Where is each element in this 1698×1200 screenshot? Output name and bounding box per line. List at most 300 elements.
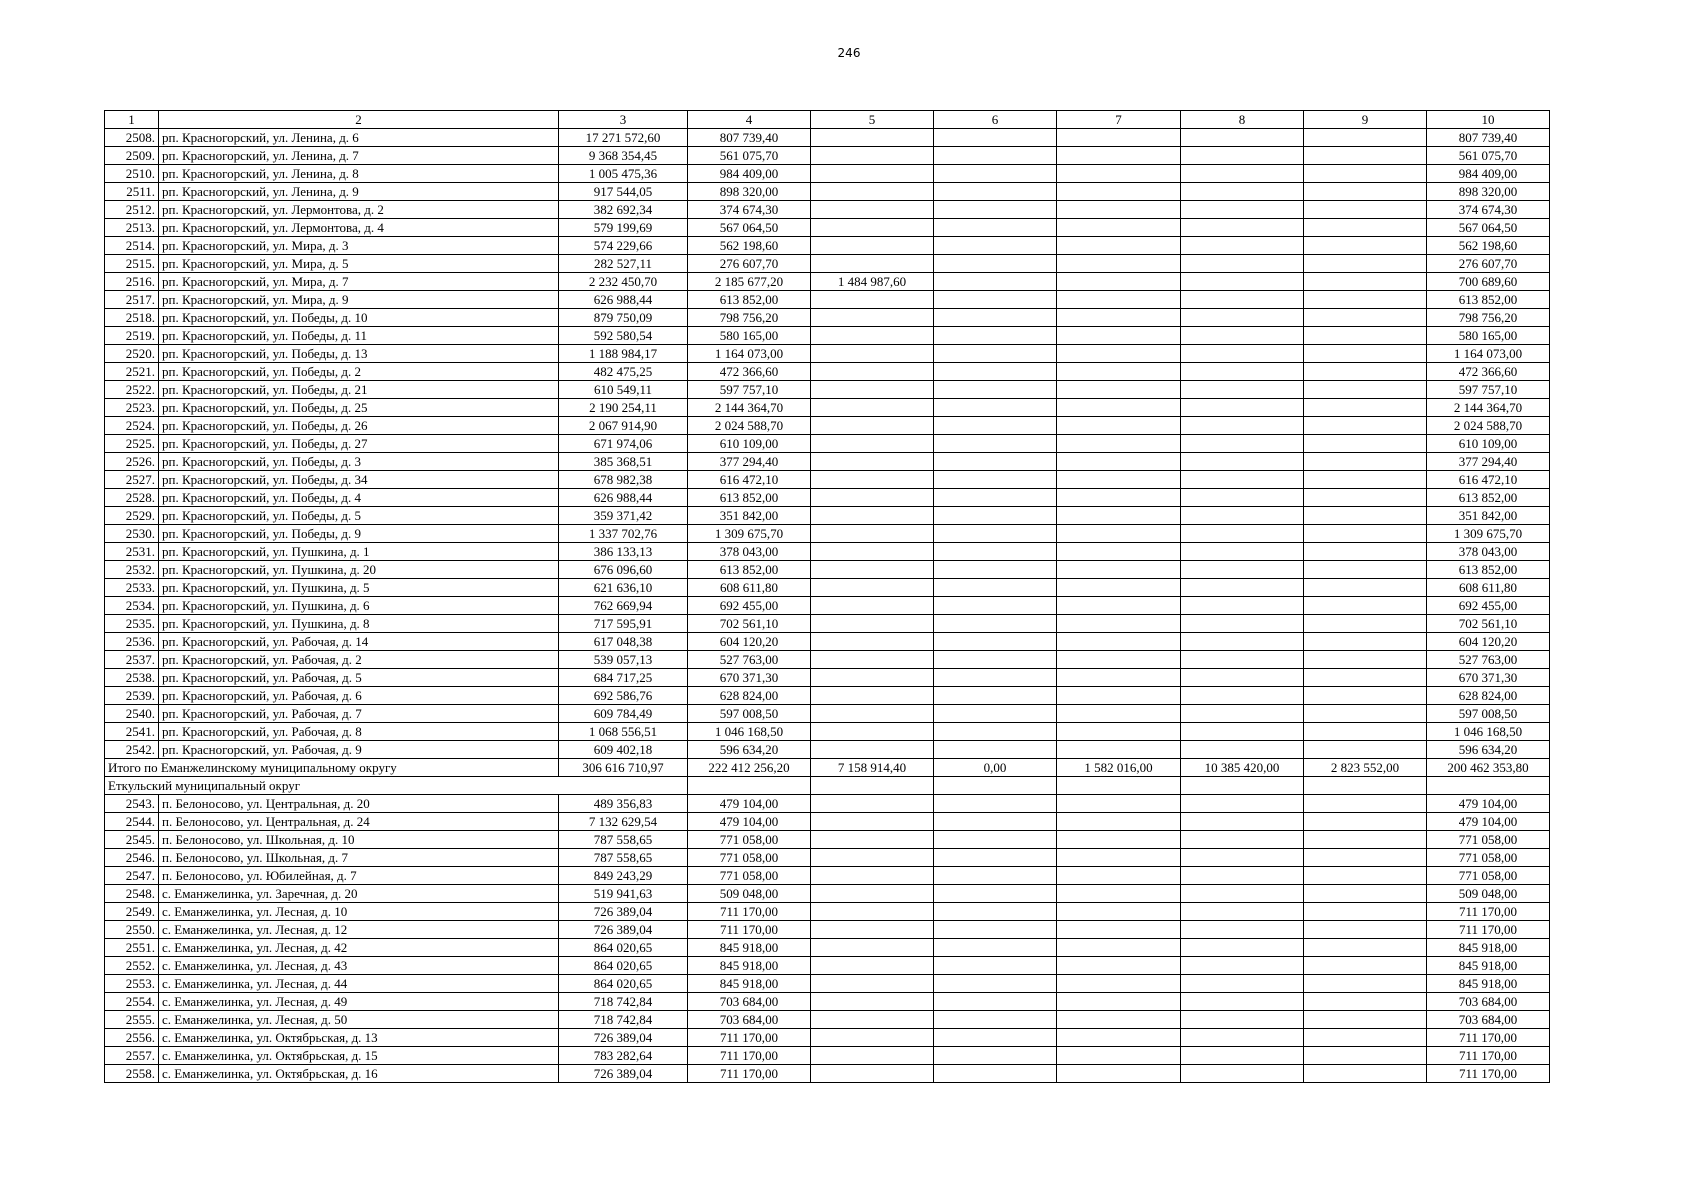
empty-cell [1304,381,1427,399]
value-cell [811,363,934,381]
empty-cell [934,939,1057,957]
empty-cell [1304,489,1427,507]
empty-cell [1057,597,1181,615]
empty-cell [934,633,1057,651]
value-cell: 472 366,60 [1427,363,1550,381]
table-row [105,399,1550,417]
value-cell: 807 739,40 [1427,129,1550,147]
empty-cell [1304,849,1427,867]
empty-cell [1181,705,1304,723]
empty-cell [1181,435,1304,453]
empty-cell [1057,183,1181,201]
empty-cell [1057,1029,1181,1047]
row-number: 2554. [105,993,159,1011]
empty-cell [1304,633,1427,651]
empty-cell [1181,975,1304,993]
empty-cell [1181,795,1304,813]
empty-cell [1304,417,1427,435]
empty-cell [1181,453,1304,471]
empty-cell [1181,255,1304,273]
empty-cell [1057,579,1181,597]
address-cell: с. Еманжелинка, ул. Лесная, д. 50 [159,1011,559,1029]
table-row [105,129,1550,147]
value-cell: 613 852,00 [1427,291,1550,309]
value-cell [811,1029,934,1047]
empty-cell [1304,1047,1427,1065]
empty-cell [1057,741,1181,759]
value-cell [811,813,934,831]
total-row [105,759,1550,777]
table-body [105,129,1550,1083]
table-row [105,507,1550,525]
value-cell [811,1047,934,1065]
value-cell [811,867,934,885]
empty-cell [1181,903,1304,921]
value-cell [811,723,934,741]
value-cell: 519 941,63 [559,885,688,903]
empty-cell [1057,237,1181,255]
value-cell: 711 170,00 [688,903,811,921]
value-cell: 539 057,13 [559,651,688,669]
empty-cell [1057,795,1181,813]
value-cell [811,489,934,507]
empty-cell [1057,543,1181,561]
value-cell: 703 684,00 [1427,1011,1550,1029]
value-cell: 382 692,34 [559,201,688,219]
value-cell [811,129,934,147]
empty-cell [1181,219,1304,237]
value-cell: 845 918,00 [1427,975,1550,993]
table-row [105,255,1550,273]
value-cell: 374 674,30 [1427,201,1550,219]
empty-cell [1304,273,1427,291]
value-cell: 1 164 073,00 [1427,345,1550,363]
empty-cell [1057,687,1181,705]
empty-cell [1304,903,1427,921]
value-cell [811,687,934,705]
empty-cell [1181,1047,1304,1065]
empty-cell [1057,831,1181,849]
value-cell: 711 170,00 [688,1047,811,1065]
value-cell [811,669,934,687]
empty-cell [1181,867,1304,885]
value-cell: 845 918,00 [688,957,811,975]
empty-cell [1304,705,1427,723]
value-cell: 597 757,10 [688,381,811,399]
row-number: 2544. [105,813,159,831]
row-number: 2508. [105,129,159,147]
empty-cell [1304,147,1427,165]
empty-cell [1304,561,1427,579]
empty-cell [934,1065,1057,1083]
row-number: 2530. [105,525,159,543]
value-cell: 771 058,00 [688,867,811,885]
empty-cell [1181,399,1304,417]
row-number: 2524. [105,417,159,435]
row-number: 2522. [105,381,159,399]
value-cell: 798 756,20 [1427,309,1550,327]
empty-cell [1181,291,1304,309]
empty-cell [811,777,934,795]
empty-cell [1304,291,1427,309]
value-cell: 2 144 364,70 [1427,399,1550,417]
value-cell: 479 104,00 [1427,795,1550,813]
row-number: 2534. [105,597,159,615]
empty-cell [1181,687,1304,705]
row-number: 2546. [105,849,159,867]
value-cell: 617 048,38 [559,633,688,651]
address-cell: с. Еманжелинка, ул. Заречная, д. 20 [159,885,559,903]
value-cell: 386 133,13 [559,543,688,561]
total-value-cell: 7 158 914,40 [811,759,934,777]
value-cell: 771 058,00 [688,831,811,849]
address-cell: рп. Красногорский, ул. Рабочая, д. 7 [159,705,559,723]
address-cell: с. Еманжелинка, ул. Октябрьская, д. 13 [159,1029,559,1047]
table-row [105,489,1550,507]
empty-cell [1181,669,1304,687]
address-cell: с. Еманжелинка, ул. Лесная, д. 49 [159,993,559,1011]
value-cell: 613 852,00 [1427,561,1550,579]
value-cell [811,399,934,417]
row-number: 2526. [105,453,159,471]
value-cell: 676 096,60 [559,561,688,579]
value-cell [811,183,934,201]
empty-cell [1057,867,1181,885]
value-cell: 597 757,10 [1427,381,1550,399]
value-cell: 2 024 588,70 [1427,417,1550,435]
value-cell: 613 852,00 [688,561,811,579]
value-cell: 616 472,10 [1427,471,1550,489]
column-header: 7 [1057,111,1181,129]
table-row [105,669,1550,687]
empty-cell [1057,471,1181,489]
empty-cell [1181,777,1304,795]
value-cell: 700 689,60 [1427,273,1550,291]
value-cell: 718 742,84 [559,993,688,1011]
value-cell: 702 561,10 [1427,615,1550,633]
value-cell [811,201,934,219]
table-row [105,957,1550,975]
value-cell [811,471,934,489]
table-row [105,705,1550,723]
value-cell: 726 389,04 [559,903,688,921]
value-cell: 771 058,00 [688,849,811,867]
value-cell: 17 271 572,60 [559,129,688,147]
value-cell: 864 020,65 [559,957,688,975]
value-cell: 374 674,30 [688,201,811,219]
value-cell: 711 170,00 [1427,921,1550,939]
empty-cell [1181,633,1304,651]
value-cell: 359 371,42 [559,507,688,525]
empty-cell [1181,831,1304,849]
empty-cell [1304,255,1427,273]
value-cell: 608 611,80 [1427,579,1550,597]
empty-cell [934,867,1057,885]
row-number: 2515. [105,255,159,273]
empty-cell [1057,885,1181,903]
address-cell: рп. Красногорский, ул. Мира, д. 3 [159,237,559,255]
empty-cell [934,741,1057,759]
address-cell: рп. Красногорский, ул. Победы, д. 25 [159,399,559,417]
table-row [105,273,1550,291]
table-row [105,633,1550,651]
table-row [105,597,1550,615]
empty-cell [1181,651,1304,669]
empty-cell [934,1011,1057,1029]
value-cell: 7 132 629,54 [559,813,688,831]
address-cell: п. Белоносово, ул. Центральная, д. 24 [159,813,559,831]
value-cell: 1 046 168,50 [688,723,811,741]
empty-cell [934,201,1057,219]
value-cell: 626 988,44 [559,291,688,309]
empty-cell [1057,903,1181,921]
column-header: 8 [1181,111,1304,129]
row-number: 2523. [105,399,159,417]
empty-cell [934,579,1057,597]
table-row [105,1029,1550,1047]
value-cell: 378 043,00 [1427,543,1550,561]
value-cell [811,633,934,651]
empty-cell [1181,561,1304,579]
value-cell: 692 455,00 [1427,597,1550,615]
address-cell: рп. Красногорский, ул. Рабочая, д. 6 [159,687,559,705]
empty-cell [1304,867,1427,885]
value-cell: 849 243,29 [559,867,688,885]
table-row [105,867,1550,885]
empty-cell [1181,1029,1304,1047]
empty-cell [1181,579,1304,597]
value-cell: 2 024 588,70 [688,417,811,435]
value-cell [811,957,934,975]
value-cell: 527 763,00 [688,651,811,669]
empty-cell [1304,741,1427,759]
total-value-cell: 306 616 710,97 [559,759,688,777]
empty-cell [1181,273,1304,291]
empty-cell [934,993,1057,1011]
value-cell: 479 104,00 [688,795,811,813]
address-cell: рп. Красногорский, ул. Ленина, д. 7 [159,147,559,165]
empty-cell [1181,543,1304,561]
empty-cell [934,597,1057,615]
value-cell: 703 684,00 [688,1011,811,1029]
column-header: 3 [559,111,688,129]
value-cell [811,705,934,723]
row-number: 2549. [105,903,159,921]
row-number: 2547. [105,867,159,885]
value-cell: 482 475,25 [559,363,688,381]
table-row [105,615,1550,633]
table-row [105,1047,1550,1065]
header-row [105,111,1550,129]
value-cell: 711 170,00 [688,921,811,939]
table-row [105,309,1550,327]
value-cell: 711 170,00 [688,1065,811,1083]
empty-cell [1304,597,1427,615]
empty-cell [1057,309,1181,327]
table-row [105,219,1550,237]
value-cell: 692 586,76 [559,687,688,705]
row-number: 2514. [105,237,159,255]
empty-cell [1181,363,1304,381]
table-row [105,435,1550,453]
row-number: 2520. [105,345,159,363]
empty-cell [934,417,1057,435]
row-number: 2556. [105,1029,159,1047]
empty-cell [1304,1029,1427,1047]
total-value-cell: 222 412 256,20 [688,759,811,777]
table-row [105,561,1550,579]
value-cell: 1 164 073,00 [688,345,811,363]
value-cell: 1 046 168,50 [1427,723,1550,741]
column-header: 9 [1304,111,1427,129]
empty-cell [1057,489,1181,507]
empty-cell [934,669,1057,687]
empty-cell [1181,147,1304,165]
value-cell: 787 558,65 [559,849,688,867]
empty-cell [934,525,1057,543]
address-cell: с. Еманжелинка, ул. Лесная, д. 43 [159,957,559,975]
row-number: 2509. [105,147,159,165]
value-cell [811,741,934,759]
empty-cell [934,327,1057,345]
empty-cell [934,921,1057,939]
value-cell: 377 294,40 [688,453,811,471]
empty-cell [934,165,1057,183]
table-row [105,345,1550,363]
value-cell: 509 048,00 [1427,885,1550,903]
empty-cell [1181,615,1304,633]
table-row [105,741,1550,759]
empty-cell [934,651,1057,669]
value-cell: 567 064,50 [688,219,811,237]
empty-cell [1057,723,1181,741]
address-cell: рп. Красногорский, ул. Победы, д. 21 [159,381,559,399]
address-cell: рп. Красногорский, ул. Пушкина, д. 20 [159,561,559,579]
address-cell: рп. Красногорский, ул. Победы, д. 34 [159,471,559,489]
value-cell: 351 842,00 [1427,507,1550,525]
value-cell: 1 005 475,36 [559,165,688,183]
value-cell: 2 144 364,70 [688,399,811,417]
empty-cell [934,255,1057,273]
empty-cell [1304,1011,1427,1029]
value-cell: 1 337 702,76 [559,525,688,543]
value-cell: 604 120,20 [1427,633,1550,651]
empty-cell [1181,1065,1304,1083]
table-row [105,975,1550,993]
address-cell: рп. Красногорский, ул. Победы, д. 11 [159,327,559,345]
address-cell: с. Еманжелинка, ул. Лесная, д. 12 [159,921,559,939]
value-cell: 783 282,64 [559,1047,688,1065]
empty-cell [934,507,1057,525]
value-cell [811,1065,934,1083]
value-cell [811,219,934,237]
value-cell: 2 185 677,20 [688,273,811,291]
value-cell: 378 043,00 [688,543,811,561]
value-cell: 711 170,00 [1427,1065,1550,1083]
page-number: 246 [837,46,861,60]
value-cell [811,993,934,1011]
address-cell: с. Еманжелинка, ул. Лесная, д. 44 [159,975,559,993]
empty-cell [1181,381,1304,399]
value-cell: 567 064,50 [1427,219,1550,237]
empty-cell [1304,435,1427,453]
empty-cell [1181,921,1304,939]
empty-cell [1057,633,1181,651]
address-cell: с. Еманжелинка, ул. Октябрьская, д. 15 [159,1047,559,1065]
value-cell: 580 165,00 [1427,327,1550,345]
value-cell: 479 104,00 [688,813,811,831]
empty-cell [934,957,1057,975]
value-cell [811,345,934,363]
row-number: 2529. [105,507,159,525]
value-cell: 9 368 354,45 [559,147,688,165]
value-cell: 718 742,84 [559,1011,688,1029]
table-row [105,723,1550,741]
empty-cell [934,687,1057,705]
address-cell: рп. Красногорский, ул. Победы, д. 4 [159,489,559,507]
table-row [105,939,1550,957]
value-cell: 762 669,94 [559,597,688,615]
value-cell [811,651,934,669]
value-cell: 592 580,54 [559,327,688,345]
table-row [105,453,1550,471]
table-row [105,165,1550,183]
empty-cell [934,705,1057,723]
value-cell: 771 058,00 [1427,849,1550,867]
value-cell: 1 188 984,17 [559,345,688,363]
empty-cell [1057,1047,1181,1065]
row-number: 2535. [105,615,159,633]
value-cell: 562 198,60 [1427,237,1550,255]
empty-cell [1057,939,1181,957]
empty-cell [1304,471,1427,489]
value-cell: 561 075,70 [1427,147,1550,165]
empty-cell [1181,165,1304,183]
row-number: 2542. [105,741,159,759]
value-cell: 671 974,06 [559,435,688,453]
empty-cell [934,363,1057,381]
table-row [105,1065,1550,1083]
table-row [105,903,1550,921]
value-cell [811,165,934,183]
column-header: 5 [811,111,934,129]
empty-cell [934,723,1057,741]
value-cell: 276 607,70 [688,255,811,273]
value-cell: 1 309 675,70 [1427,525,1550,543]
empty-cell [1181,309,1304,327]
empty-cell [934,1047,1057,1065]
address-cell: рп. Красногорский, ул. Победы, д. 10 [159,309,559,327]
empty-cell [1181,507,1304,525]
value-cell [811,903,934,921]
empty-cell [1057,399,1181,417]
table-row [105,381,1550,399]
column-header: 6 [934,111,1057,129]
row-number: 2558. [105,1065,159,1083]
value-cell [811,561,934,579]
register-table [104,110,1550,1083]
value-cell: 711 170,00 [688,1029,811,1047]
empty-cell [934,849,1057,867]
row-number: 2539. [105,687,159,705]
empty-cell [934,795,1057,813]
empty-cell [1304,327,1427,345]
address-cell: рп. Красногорский, ул. Лермонтова, д. 4 [159,219,559,237]
value-cell: 613 852,00 [1427,489,1550,507]
empty-cell [1304,507,1427,525]
value-cell [811,435,934,453]
value-cell: 579 199,69 [559,219,688,237]
